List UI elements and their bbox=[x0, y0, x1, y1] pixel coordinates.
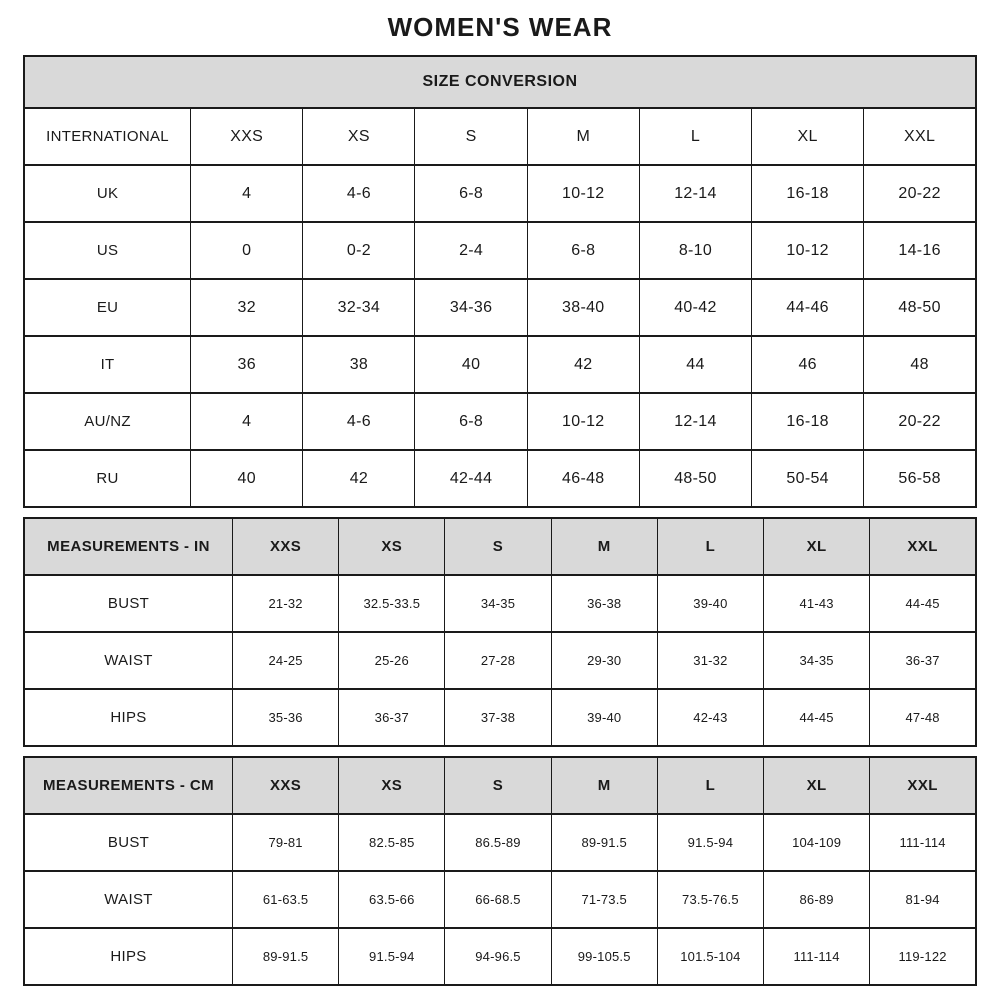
size-cell: 16-18 bbox=[752, 393, 864, 450]
measurement-cell: 39-40 bbox=[657, 575, 763, 632]
row-label: HIPS bbox=[24, 928, 233, 985]
measurements-cm-table bbox=[23, 756, 977, 986]
size-cell: 40 bbox=[191, 450, 303, 507]
size-cell: 4-6 bbox=[303, 393, 415, 450]
size-cell: 46-48 bbox=[527, 450, 639, 507]
measurement-cell: 86.5-89 bbox=[445, 814, 551, 871]
size-header: S bbox=[445, 518, 551, 575]
size-conversion-table bbox=[23, 55, 977, 508]
size-cell: 44 bbox=[639, 336, 751, 393]
size-chart-page bbox=[0, 12, 1000, 986]
size-cell: XL bbox=[752, 108, 864, 165]
row-label: INTERNATIONAL bbox=[24, 108, 191, 165]
measurement-cell: 36-38 bbox=[551, 575, 657, 632]
size-cell: 56-58 bbox=[864, 450, 976, 507]
row-label: IT bbox=[24, 336, 191, 393]
size-cell: 14-16 bbox=[864, 222, 976, 279]
table-row-aunz bbox=[24, 393, 976, 450]
measurement-cell: 82.5-85 bbox=[339, 814, 445, 871]
size-cell: 50-54 bbox=[752, 450, 864, 507]
measurement-cell: 31-32 bbox=[657, 632, 763, 689]
measurement-cell: 111-114 bbox=[870, 814, 976, 871]
measurement-cell: 99-105.5 bbox=[551, 928, 657, 985]
size-cell: 0-2 bbox=[303, 222, 415, 279]
measurement-cell: 101.5-104 bbox=[657, 928, 763, 985]
size-cell: XXL bbox=[864, 108, 976, 165]
row-label: BUST bbox=[24, 575, 233, 632]
table-row-international bbox=[24, 108, 976, 165]
table-row-ru bbox=[24, 450, 976, 507]
size-conversion-title: SIZE CONVERSION bbox=[24, 56, 976, 108]
size-cell: 44-46 bbox=[752, 279, 864, 336]
size-cell: 12-14 bbox=[639, 165, 751, 222]
size-header: XS bbox=[339, 757, 445, 814]
measurement-cell: 89-91.5 bbox=[233, 928, 339, 985]
size-cell: 42-44 bbox=[415, 450, 527, 507]
row-label: UK bbox=[24, 165, 191, 222]
measurement-cell: 47-48 bbox=[870, 689, 976, 746]
measurement-cell: 79-81 bbox=[233, 814, 339, 871]
measurement-cell: 36-37 bbox=[870, 632, 976, 689]
measurement-cell: 34-35 bbox=[445, 575, 551, 632]
measurements-cm-title: MEASUREMENTS - CM bbox=[24, 757, 233, 814]
size-cell: 10-12 bbox=[752, 222, 864, 279]
size-cell: 40 bbox=[415, 336, 527, 393]
size-cell: 32-34 bbox=[303, 279, 415, 336]
size-cell: M bbox=[527, 108, 639, 165]
size-header: S bbox=[445, 757, 551, 814]
measurement-cell: 29-30 bbox=[551, 632, 657, 689]
size-cell: 36 bbox=[191, 336, 303, 393]
row-label: BUST bbox=[24, 814, 233, 871]
measurement-cell: 63.5-66 bbox=[339, 871, 445, 928]
size-header: XL bbox=[764, 518, 870, 575]
size-cell: XXS bbox=[191, 108, 303, 165]
row-label: WAIST bbox=[24, 632, 233, 689]
measurement-cell: 91.5-94 bbox=[339, 928, 445, 985]
measurements-cm-header-row bbox=[24, 757, 976, 814]
size-cell: S bbox=[415, 108, 527, 165]
table-row-eu bbox=[24, 279, 976, 336]
measurements-in-title: MEASUREMENTS - IN bbox=[24, 518, 233, 575]
measurement-cell: 81-94 bbox=[870, 871, 976, 928]
size-header: XXL bbox=[870, 518, 976, 575]
size-header: L bbox=[657, 757, 763, 814]
table-row-us bbox=[24, 222, 976, 279]
measurement-cell: 111-114 bbox=[764, 928, 870, 985]
size-header: XXL bbox=[870, 757, 976, 814]
table-row-bust-cm bbox=[24, 814, 976, 871]
measurement-cell: 24-25 bbox=[233, 632, 339, 689]
table-row-uk bbox=[24, 165, 976, 222]
measurement-cell: 104-109 bbox=[764, 814, 870, 871]
size-header: XS bbox=[339, 518, 445, 575]
size-cell: 20-22 bbox=[864, 165, 976, 222]
size-cell: L bbox=[639, 108, 751, 165]
measurement-cell: 32.5-33.5 bbox=[339, 575, 445, 632]
size-cell: 6-8 bbox=[415, 393, 527, 450]
row-label: RU bbox=[24, 450, 191, 507]
size-header: M bbox=[551, 518, 657, 575]
size-cell: 38 bbox=[303, 336, 415, 393]
measurement-cell: 37-38 bbox=[445, 689, 551, 746]
size-conversion-header-row bbox=[24, 56, 976, 108]
row-label: WAIST bbox=[24, 871, 233, 928]
row-label: AU/NZ bbox=[24, 393, 191, 450]
table-row-bust-in bbox=[24, 575, 976, 632]
size-cell: XS bbox=[303, 108, 415, 165]
measurement-cell: 42-43 bbox=[657, 689, 763, 746]
size-cell: 6-8 bbox=[415, 165, 527, 222]
row-label: HIPS bbox=[24, 689, 233, 746]
size-cell: 40-42 bbox=[639, 279, 751, 336]
size-cell: 42 bbox=[303, 450, 415, 507]
row-label: US bbox=[24, 222, 191, 279]
measurement-cell: 86-89 bbox=[764, 871, 870, 928]
page-title: WOMEN'S WEAR bbox=[387, 12, 613, 42]
measurement-cell: 94-96.5 bbox=[445, 928, 551, 985]
size-cell: 2-4 bbox=[415, 222, 527, 279]
size-cell: 38-40 bbox=[527, 279, 639, 336]
measurement-cell: 25-26 bbox=[339, 632, 445, 689]
size-cell: 48-50 bbox=[864, 279, 976, 336]
table-row-hips-cm bbox=[24, 928, 976, 985]
measurement-cell: 35-36 bbox=[233, 689, 339, 746]
size-cell: 0 bbox=[191, 222, 303, 279]
measurement-cell: 89-91.5 bbox=[551, 814, 657, 871]
size-cell: 6-8 bbox=[527, 222, 639, 279]
measurements-in-table bbox=[23, 517, 977, 747]
measurement-cell: 61-63.5 bbox=[233, 871, 339, 928]
measurement-cell: 66-68.5 bbox=[445, 871, 551, 928]
size-header: XL bbox=[764, 757, 870, 814]
size-cell: 12-14 bbox=[639, 393, 751, 450]
size-cell: 34-36 bbox=[415, 279, 527, 336]
table-row-it bbox=[24, 336, 976, 393]
size-cell: 20-22 bbox=[864, 393, 976, 450]
size-cell: 4 bbox=[191, 393, 303, 450]
measurement-cell: 27-28 bbox=[445, 632, 551, 689]
size-header: XXS bbox=[233, 518, 339, 575]
size-cell: 46 bbox=[752, 336, 864, 393]
size-cell: 48 bbox=[864, 336, 976, 393]
measurement-cell: 34-35 bbox=[764, 632, 870, 689]
table-row-hips-in bbox=[24, 689, 976, 746]
size-header: L bbox=[657, 518, 763, 575]
table-row-waist-in bbox=[24, 632, 976, 689]
size-cell: 4-6 bbox=[303, 165, 415, 222]
measurement-cell: 21-32 bbox=[233, 575, 339, 632]
size-header: M bbox=[551, 757, 657, 814]
size-cell: 42 bbox=[527, 336, 639, 393]
size-cell: 4 bbox=[191, 165, 303, 222]
size-cell: 10-12 bbox=[527, 393, 639, 450]
measurements-in-header-row bbox=[24, 518, 976, 575]
size-header: XXS bbox=[233, 757, 339, 814]
table-row-waist-cm bbox=[24, 871, 976, 928]
row-label: EU bbox=[24, 279, 191, 336]
measurement-cell: 36-37 bbox=[339, 689, 445, 746]
size-cell: 10-12 bbox=[527, 165, 639, 222]
measurement-cell: 41-43 bbox=[764, 575, 870, 632]
measurement-cell: 44-45 bbox=[870, 575, 976, 632]
measurement-cell: 119-122 bbox=[870, 928, 976, 985]
measurement-cell: 39-40 bbox=[551, 689, 657, 746]
size-cell: 8-10 bbox=[639, 222, 751, 279]
size-cell: 32 bbox=[191, 279, 303, 336]
size-cell: 16-18 bbox=[752, 165, 864, 222]
measurement-cell: 71-73.5 bbox=[551, 871, 657, 928]
measurement-cell: 73.5-76.5 bbox=[657, 871, 763, 928]
measurement-cell: 91.5-94 bbox=[657, 814, 763, 871]
measurement-cell: 44-45 bbox=[764, 689, 870, 746]
size-cell: 48-50 bbox=[639, 450, 751, 507]
